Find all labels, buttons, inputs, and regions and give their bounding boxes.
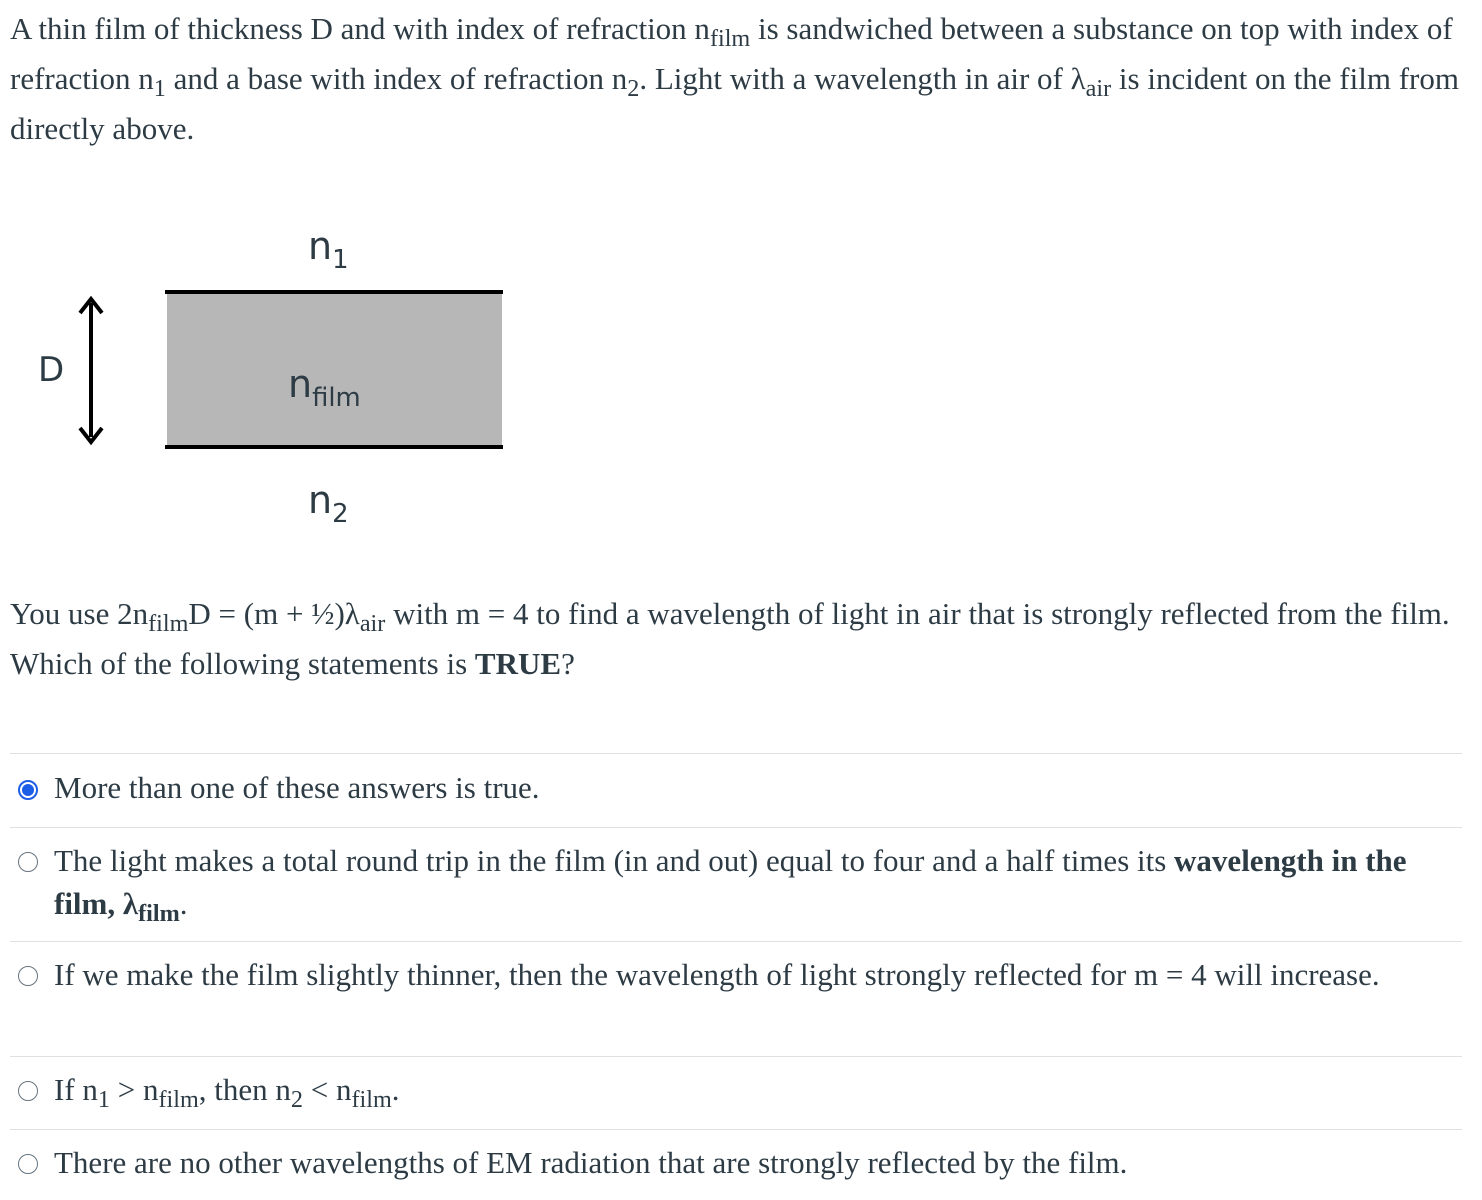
radio-icon[interactable]	[18, 852, 38, 872]
answer-text: The light makes a total round trip in the film (in and out) equal to four and a half times its wavelength in the film, $\lambda_{film}$.	[54, 843, 1407, 927]
label-thickness-d: D	[38, 350, 65, 390]
answer-text: If $n_1 > n_{film}$, then $n_2 < n_{film}$.	[54, 1072, 400, 1113]
question-prompt: You use $2n_{film}D = (m$ + $\frac{1}{2})\lambda_{air}$ with m = 4 to find a wavelength of light in air that is strongly reflected from the film. Which of the following statements is TRUE?	[10, 596, 1450, 681]
answer-option-5[interactable]	[0, 1130, 1482, 1200]
radio-selected-icon[interactable]	[18, 780, 38, 800]
radio-icon[interactable]	[18, 1154, 38, 1174]
answer-text: There are no other wavelengths of EM radiation that are strongly reflected by the film.	[54, 1145, 1128, 1180]
question-intro: A thin film of thickness D and with index of refraction $n_{film}$ is sandwiched between a substance on top with index of refraction $n_1$ and a base with index of refraction $n_2$. Light with a wavelength in air of $\lambda_{air}$ is incident on the film from directly above.	[10, 11, 1459, 146]
answer-text: If we make the film slightly thinner, then the wavelength of light strongly reflected for m = 4 will increase.	[54, 957, 1380, 992]
label-nfilm: $n_{film}$	[288, 362, 361, 414]
thickness-arrow-icon	[80, 299, 102, 442]
radio-icon[interactable]	[18, 966, 38, 986]
label-n1: $n_1$	[308, 224, 349, 276]
thin-film-diagram	[30, 215, 550, 545]
answer-option-4[interactable]	[0, 1057, 1482, 1129]
answer-text: More than one of these answers is true.	[54, 770, 540, 805]
label-n2: $n_2$	[308, 478, 349, 530]
answer-option-3[interactable]	[0, 942, 1482, 1056]
answer-option-1[interactable]	[0, 754, 1482, 827]
answer-option-2[interactable]	[0, 828, 1482, 941]
radio-icon[interactable]	[18, 1081, 38, 1101]
